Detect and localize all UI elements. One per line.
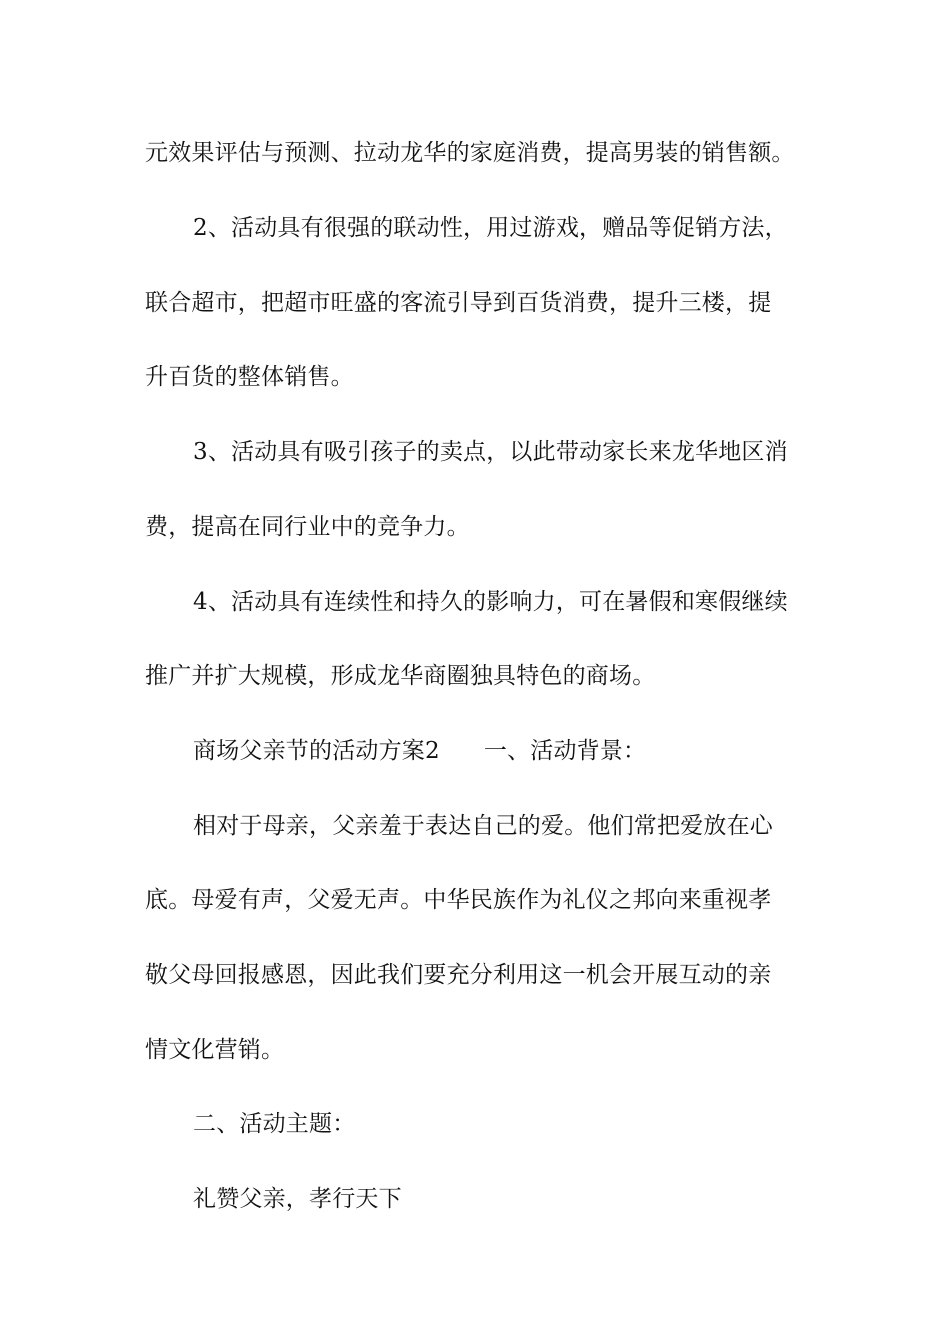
paragraph-line: 情文化营销。 bbox=[145, 1037, 285, 1063]
subsection-heading: 二、活动主题： bbox=[193, 1111, 356, 1137]
paragraph-line: 2、活动具有很强的联动性，用过游戏，赠品等促销方法， bbox=[193, 215, 788, 241]
paragraph-line: 升百货的整体销售。 bbox=[145, 364, 354, 390]
paragraph-line: 敬父母回报感恩，因此我们要充分利用这一机会开展互动的亲 bbox=[145, 962, 772, 988]
paragraph-line: 4、活动具有连续性和持久的影响力，可在暑假和寒假继续 bbox=[193, 589, 788, 615]
paragraph-line: 联合超市，把超市旺盛的客流引导到百货消费，提升三楼，提 bbox=[145, 290, 772, 316]
paragraph-line: 元效果评估与预测、拉动龙华的家庭消费，提高男装的销售额。 bbox=[145, 140, 795, 166]
paragraph-line: 相对于母亲，父亲羞于表达自己的爱。他们常把爱放在心 bbox=[193, 813, 773, 839]
section-title-line bbox=[193, 736, 815, 766]
subsection-heading: 一、活动背景： bbox=[483, 738, 647, 764]
section-title: 商场父亲节的活动方案2 bbox=[193, 738, 440, 764]
paragraph-line: 礼赞父亲，孝行天下 bbox=[193, 1186, 402, 1212]
paragraph-line: 3、活动具有吸引孩子的卖点，以此带动家长来龙华地区消 bbox=[193, 439, 788, 465]
paragraph-line: 推广并扩大规模，形成龙华商圈独具特色的商场。 bbox=[145, 663, 656, 689]
paragraph-line: 底。母爱有声，父爱无声。中华民族作为礼仪之邦向来重视孝 bbox=[145, 887, 772, 913]
paragraph-line: 费，提高在同行业中的竞争力。 bbox=[145, 514, 470, 540]
